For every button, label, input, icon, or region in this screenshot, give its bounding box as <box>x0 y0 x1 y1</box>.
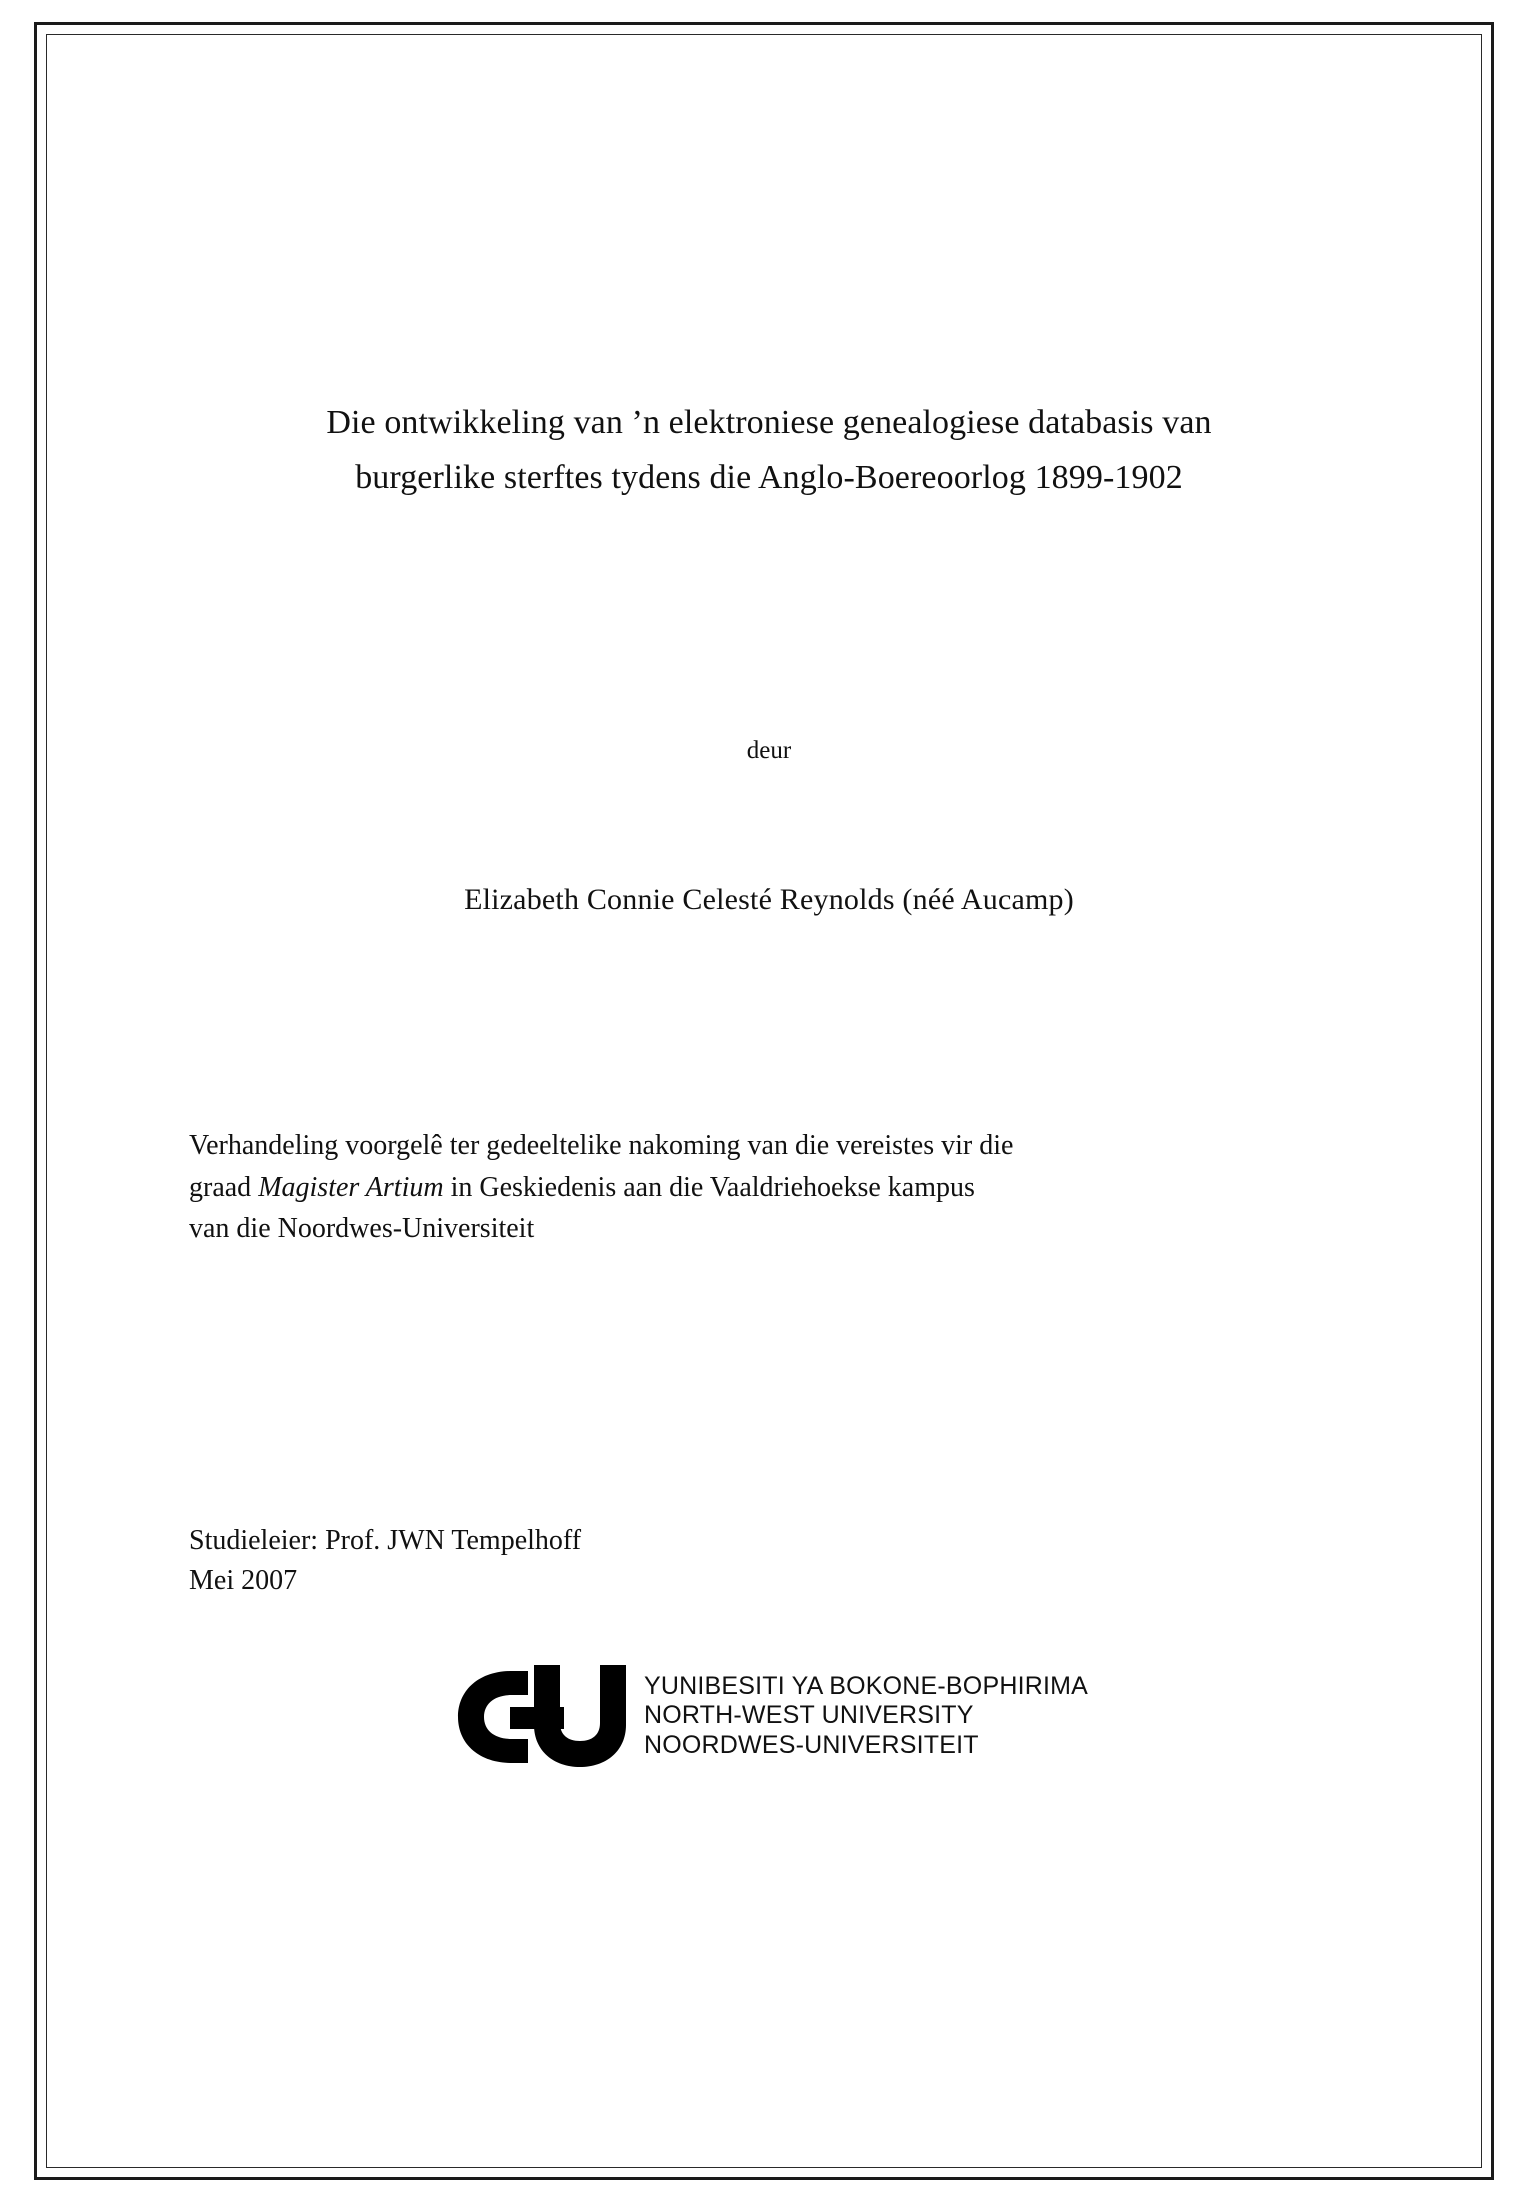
title-line-1: Die ontwikkeling van ’n elektroniese genealogiese databasis van <box>326 404 1212 441</box>
page-title <box>189 395 1349 505</box>
submission-line-2-prefix: graad <box>189 1171 259 1203</box>
submission-line-2-suffix: in Geskiedenis aan die Vaaldriehoekse kampus <box>443 1171 975 1203</box>
logo-text-line-2: NORTH-WEST UNIVERSITY <box>643 1701 974 1730</box>
submission-date: Mei 2007 <box>189 1565 298 1597</box>
submission-statement <box>189 1125 1349 1249</box>
logo-text-line-1: YUNIBESITI YA BOKONE-BOPHIRIMA <box>643 1671 1089 1700</box>
title-line-2: burgerlike sterftes tydens die Anglo-Boereoorlog 1899-1902 <box>355 459 1183 497</box>
university-logo <box>189 1661 1349 1773</box>
author-label: deur <box>746 737 792 765</box>
submission-line-1: Verhandeling voorgelê ter gedeeltelike nakoming van die vereistes vir die <box>189 1130 1014 1162</box>
submission-line-3: van die Noordwes-Universiteit <box>189 1213 535 1245</box>
submission-line-2 <box>189 1167 1349 1208</box>
title-page-content <box>189 85 1349 2125</box>
supervisor-name: Studieleier: Prof. JWN Tempelhoff <box>189 1525 582 1557</box>
degree-name: Magister Artium <box>258 1171 444 1203</box>
north-west-university-logo-icon <box>450 1661 628 1773</box>
logo-text-line-3: NOORDWES-UNIVERSITEIT <box>643 1730 979 1759</box>
author-name: Elizabeth Connie Celesté Reynolds (néé Aucamp) <box>464 883 1074 917</box>
supervisor-block <box>189 1521 1349 1601</box>
scanned-page-border <box>34 22 1494 2180</box>
university-logo-text <box>644 1672 1088 1763</box>
